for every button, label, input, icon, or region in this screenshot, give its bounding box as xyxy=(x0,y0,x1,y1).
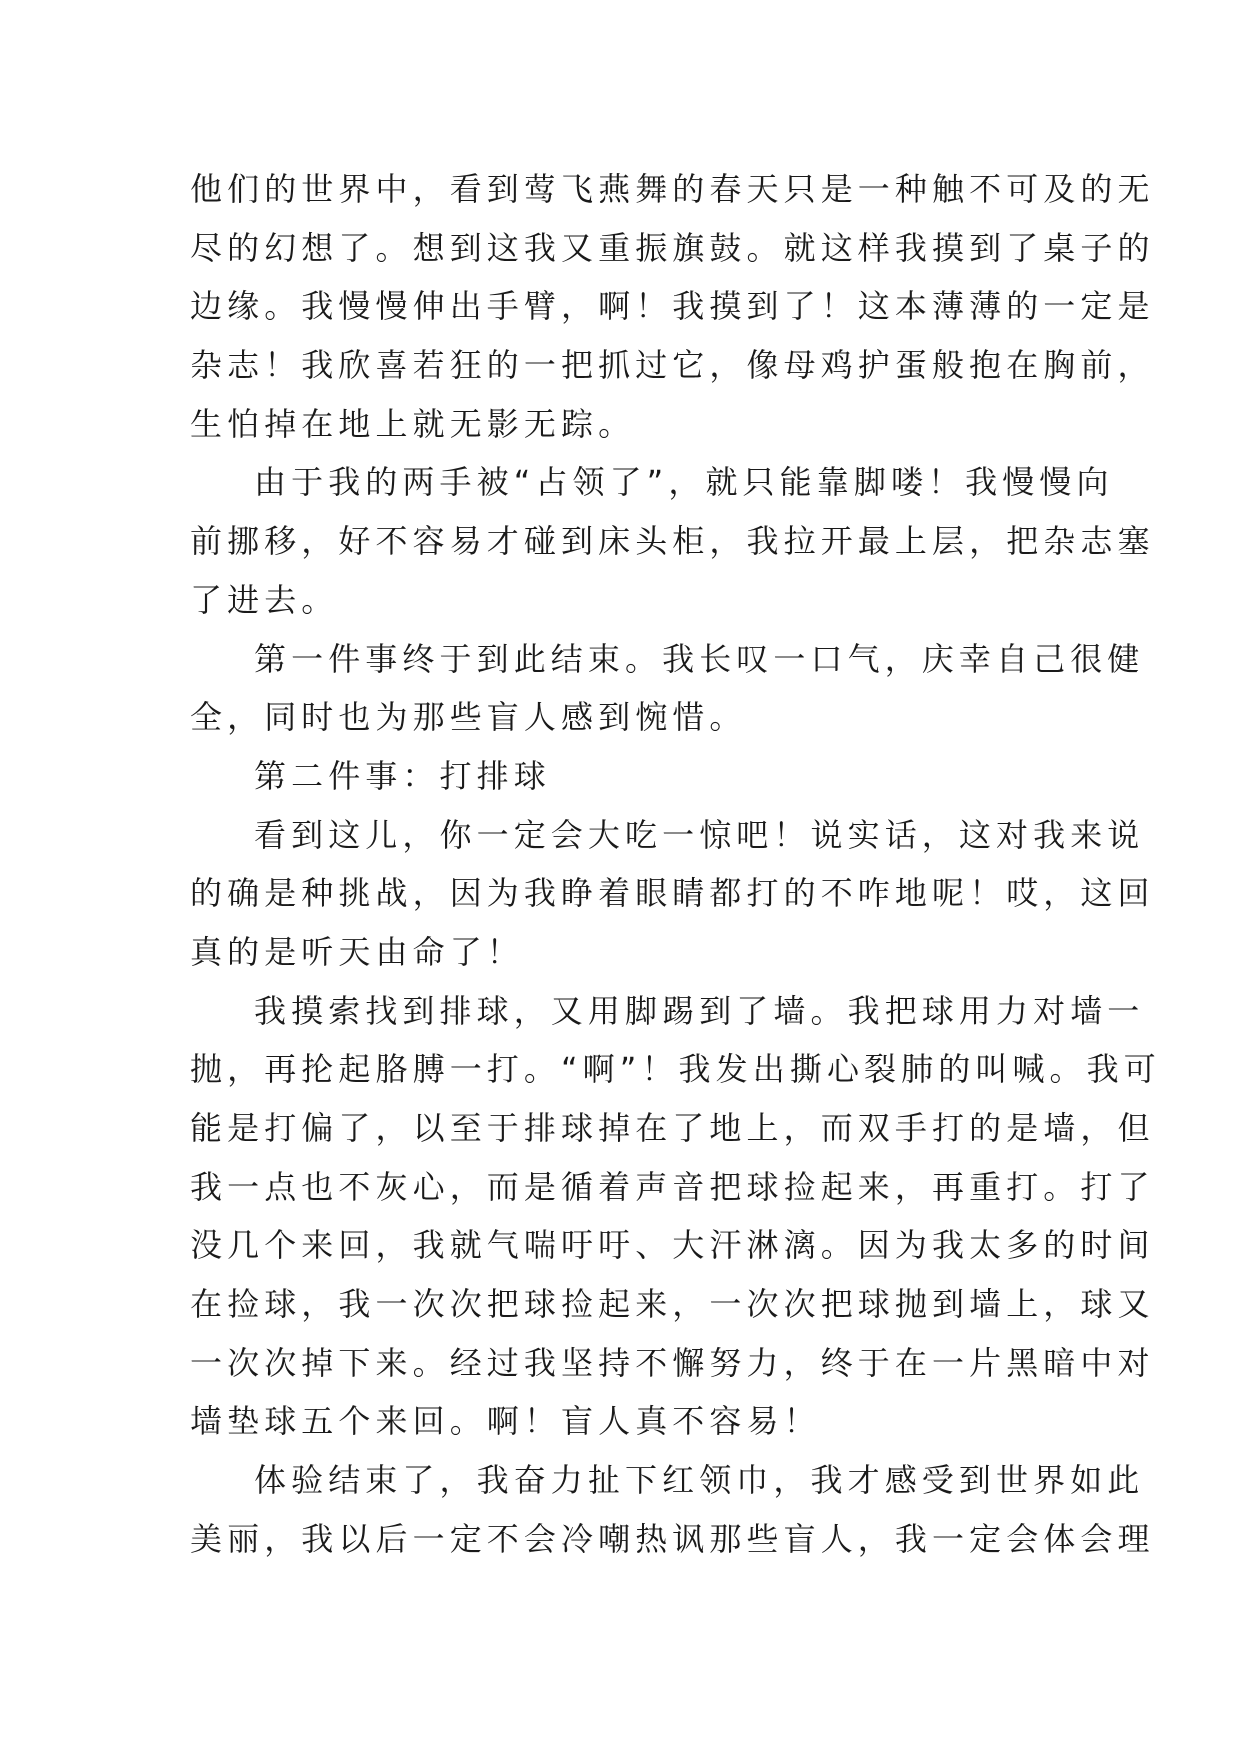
text-line: 边缘。我慢慢伸出手臂，啊！我摸到了！这本薄薄的一定是 xyxy=(190,287,1155,326)
paragraph-first-line: 第一件事终于到此结束。我长叹一口气，庆幸自己很健 xyxy=(254,639,1145,678)
text-line: 他们的世界中，看到莺飞燕舞的春天只是一种触不可及的无 xyxy=(190,170,1155,208)
text-line: 在捡球，我一次次把球捡起来，一次次把球抛到墙上，球又 xyxy=(190,1285,1155,1324)
paragraph-first-line: 看到这儿，你一定会大吃一惊吧！说实话，这对我来说 xyxy=(254,815,1145,854)
text-line: 我一点也不灰心，而是循着声音把球捡起来，再重打。打了 xyxy=(190,1167,1155,1206)
text-line: 的确是种挑战，因为我睁着眼睛都打的不咋地呢！哎，这回 xyxy=(190,874,1155,913)
text-line: 美丽，我以后一定不会冷嘲热讽那些盲人，我一定会体会理 xyxy=(190,1519,1155,1558)
text-line: 真的是听天由命了！ xyxy=(190,932,524,971)
text-line: 了进去。 xyxy=(190,580,339,619)
text-line: 前挪移，好不容易才碰到床头柜，我拉开最上层，把杂志塞 xyxy=(190,522,1155,561)
paragraph-first-line: 我摸索找到排球，又用脚踢到了墙。我把球用力对墙一 xyxy=(254,991,1145,1030)
paragraph-first-line: 体验结束了，我奋力扯下红领巾，我才感受到世界如此 xyxy=(254,1461,1145,1500)
text-line: 生怕掉在地上就无影无踪。 xyxy=(190,404,636,443)
document-page xyxy=(190,160,1161,1569)
document-body xyxy=(190,160,1161,1569)
text-line: 全，同时也为那些盲人感到惋惜。 xyxy=(190,698,747,737)
paragraph-first-line: 第二件事：打排球 xyxy=(254,756,551,795)
text-line: 没几个来回，我就气喘吁吁、大汗淋漓。因为我太多的时间 xyxy=(190,1226,1155,1265)
paragraph-first-line: 由于我的两手被“占领了”，就只能靠脚喽！我慢慢向 xyxy=(254,463,1114,502)
text-line: 尽的幻想了。想到这我又重振旗鼓。就这样我摸到了桌子的 xyxy=(190,228,1155,267)
text-line: 墙垫球五个来回。啊！盲人真不容易！ xyxy=(190,1402,821,1441)
text-line: 一次次掉下来。经过我坚持不懈努力，终于在一片黑暗中对 xyxy=(190,1343,1155,1382)
text-line: 抛，再抡起胳膊一打。“啊”！我发出撕心裂肺的叫喊。我可 xyxy=(190,1050,1161,1089)
text-line: 能是打偏了，以至于排球掉在了地上，而双手打的是墙，但 xyxy=(190,1109,1155,1147)
text-line: 杂志！我欣喜若狂的一把抓过它，像母鸡护蛋般抱在胸前， xyxy=(190,346,1155,385)
